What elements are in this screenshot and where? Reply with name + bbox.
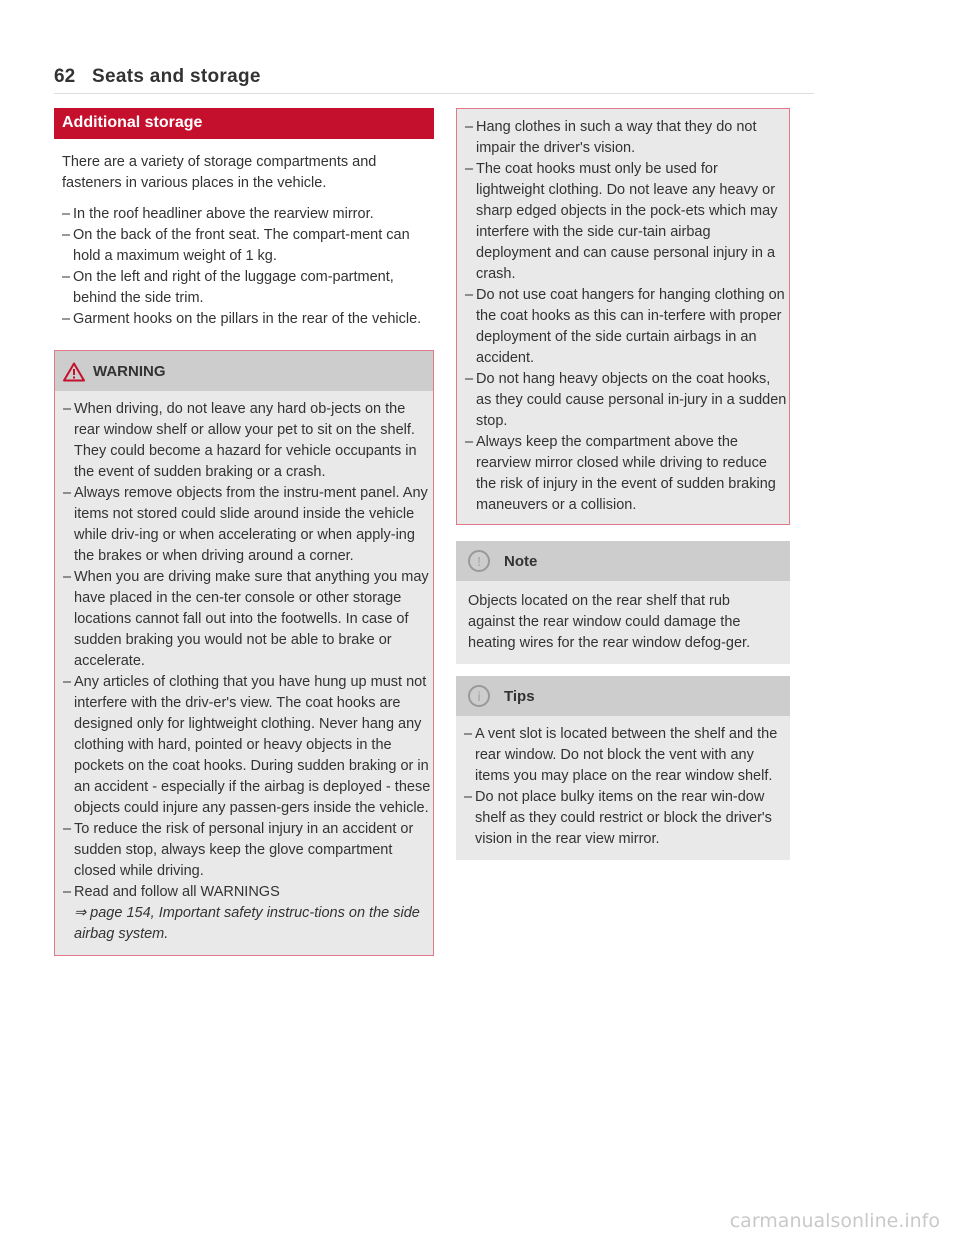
intro-paragraph: There are a variety of storage compartments and fasteners in various places in the vehicle. <box>62 154 377 191</box>
warning-triangle-icon <box>63 362 85 382</box>
warning-box-continued <box>456 108 790 525</box>
list-item: – Hang clothes in such a way that they do not impair the driver's vision. <box>465 117 789 159</box>
storage-locations-list <box>54 204 434 330</box>
list-item: – Do not use coat hangers for hanging clothing on the coat hooks as this can in-terfere with proper deployment of the side curtain airbags in an accident. <box>465 285 789 369</box>
additional-storage-heading: Additional storage <box>54 108 434 139</box>
list-item: – To reduce the risk of personal injury in an accident or sudden stop, always keep the glove compartment closed while driving. <box>63 819 433 882</box>
list-item: – On the left and right of the luggage com-partment, behind the side trim. <box>62 267 434 309</box>
list-item-text: Read and follow all WARNINGS <box>74 884 280 900</box>
list-item: – Garment hooks on the pillars in the rear of the vehicle. <box>62 309 434 330</box>
list-item: – The coat hooks must only be used for lightweight clothing. Do not leave any heavy or sharp edged objects in the pock-ets which may interfere with the side cur-tain airbag deployment and can cause personal injury in a crash. <box>465 159 789 285</box>
page-header <box>54 64 814 94</box>
tips-list <box>456 724 790 860</box>
warning-header <box>55 351 433 391</box>
list-item: – Any articles of clothing that you have hung up must not interfere with the driv-er's view. The coat hooks are designed only for lightweight clothing. Never hang any clothing with hard, pointed or heavy objects in the pockets on the coat hooks. During sudden braking or in an accident - especially if the airbag is deployed - these objects could injure any passen-gers inside the vehicle. <box>63 672 433 819</box>
note-header <box>456 541 790 581</box>
watermark: carmanualsonline.info <box>729 1210 940 1232</box>
list-item: – When driving, do not leave any hard ob-jects on the rear window shelf or allow your pet to sit on the shelf. They could become a hazard for vehicle occupants in the event of sudden braking or a crash. <box>63 399 433 483</box>
warning-title: WARNING <box>93 363 166 380</box>
warning-list-continued <box>457 117 789 516</box>
page-number: 62 <box>54 66 76 87</box>
info-circle-icon: i <box>468 685 490 707</box>
list-item: – Always keep the compartment above the rearview mirror closed while driving to reduce the risk of injury in the event of sudden braking maneuvers or a collision. <box>465 432 789 516</box>
warning-list <box>55 399 433 955</box>
right-column <box>456 108 790 860</box>
left-column <box>54 108 434 956</box>
list-item: – A vent slot is located between the shelf and the rear window. Do not block the vent with any items you may place on the rear window shelf. <box>464 724 790 787</box>
tips-title: Tips <box>504 687 535 705</box>
section-title: Seats and storage <box>92 66 261 87</box>
list-item: – Do not hang heavy objects on the coat hooks, as they could cause personal in-jury in a sudden stop. <box>465 369 789 432</box>
list-item: – When you are driving make sure that anything you may have placed in the cen-ter console or other storage locations cannot fall out into the footwells. In case of sudden braking you would not be able to brake or accelerate. <box>63 567 433 672</box>
warning-box <box>54 350 434 956</box>
list-item: – Do not place bulky items on the rear win-dow shelf as they could restrict or block the driver's vision in the rear view mirror. <box>464 787 790 850</box>
exclamation-circle-icon: ! <box>468 550 490 572</box>
list-item: – Always remove objects from the instru-ment panel. Any items not stored could slide around inside the vehicle while driv-ing or when accelerating or when apply-ing the brakes or when driving around a corner. <box>63 483 433 567</box>
note-text: Objects located on the rear shelf that rub against the rear window could damage the heating wires for the rear window defog-ger. <box>468 593 751 651</box>
tips-box <box>456 676 790 860</box>
list-item: – In the roof headliner above the rearview mirror. <box>62 204 434 225</box>
note-title: Note <box>504 552 538 570</box>
list-item: – On the back of the front seat. The compart-ment can hold a maximum weight of 1 kg. <box>62 225 434 267</box>
page-reference-link[interactable]: ⇒ page 154, Important safety instruc-tions on the side airbag system. <box>74 905 420 942</box>
list-item <box>63 882 433 945</box>
note-box <box>456 541 790 664</box>
tips-header <box>456 676 790 716</box>
